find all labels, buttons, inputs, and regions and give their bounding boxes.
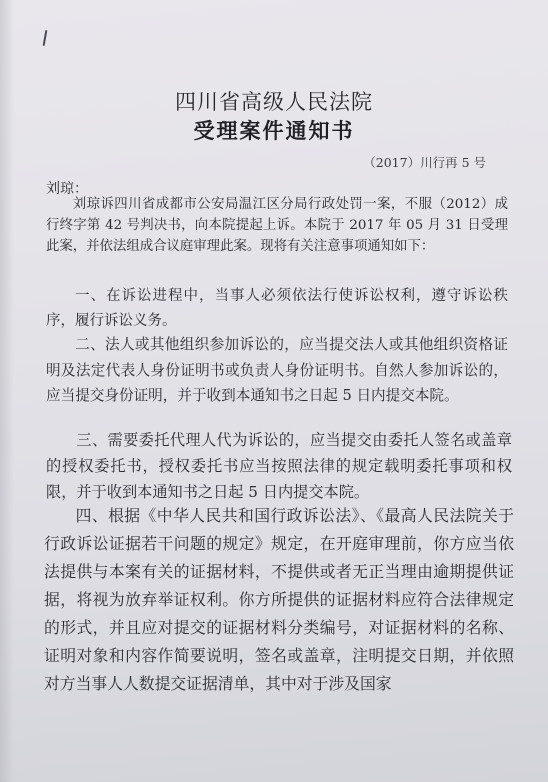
court-name: 四川省高级人民法院 (175, 90, 373, 114)
notice-item-3: 三、需要委托代理人代为诉讼的，应当提交由委托人签名或盖章的授权委托书，授权委托书应当按照法律的规定载明委托事项和权限，并于收到本通知书之日起 5 日内提交本院。 (46, 431, 512, 501)
case-number: （2017）川行再 5 号 (363, 155, 486, 170)
intro-paragraph: 刘琼诉四川省成都市公安局温江区分局行政处罚一案，不服（2012）成行终字第 42 号判决书，向本院提起上诉。本院于 2017 年 05 月 31 日受理此案，并依法组成合议庭审理此案。现将有关注意事项通知如下： (46, 197, 508, 254)
notice-item-4: 四、根据《中华人民共和国行政诉讼法》、《最高人民法院关于行政诉讼证据若干问题的规定》规定，在开庭审理前，你方应当依法提供与本案有关的证据材料，不提供或者无正当理由逾期提供证据，将视为放弃举证权利。你方所提供的证据材料应符合法律规定的形式，并且应对提交的证据材料分类编号，对证据材料的名称、证明对象和内容作简要说明，签名或盖章，注明提交日期，并依照对方当事人人数提交证据清单，其中对于涉及国家 (44, 506, 514, 693)
addressee: 刘琼： (46, 181, 88, 197)
notice-item-2: 二、法人或其他组织参加诉讼的，应当提交法人或其他组织资格证明及法定代表人身份证明书或负责人身份证明书。自然人参加诉讼的，应当提交身份证明，并于收到本通知书之日起 5 日内提交本院。 (46, 336, 508, 404)
notice-item-1: 一、在诉讼进程中，当事人必须依法行使诉讼权利，遵守诉讼秩序，履行诉讼义务。 (46, 288, 508, 329)
pen-mark (43, 30, 48, 46)
document-title: 受理案件通知书 (193, 119, 355, 143)
